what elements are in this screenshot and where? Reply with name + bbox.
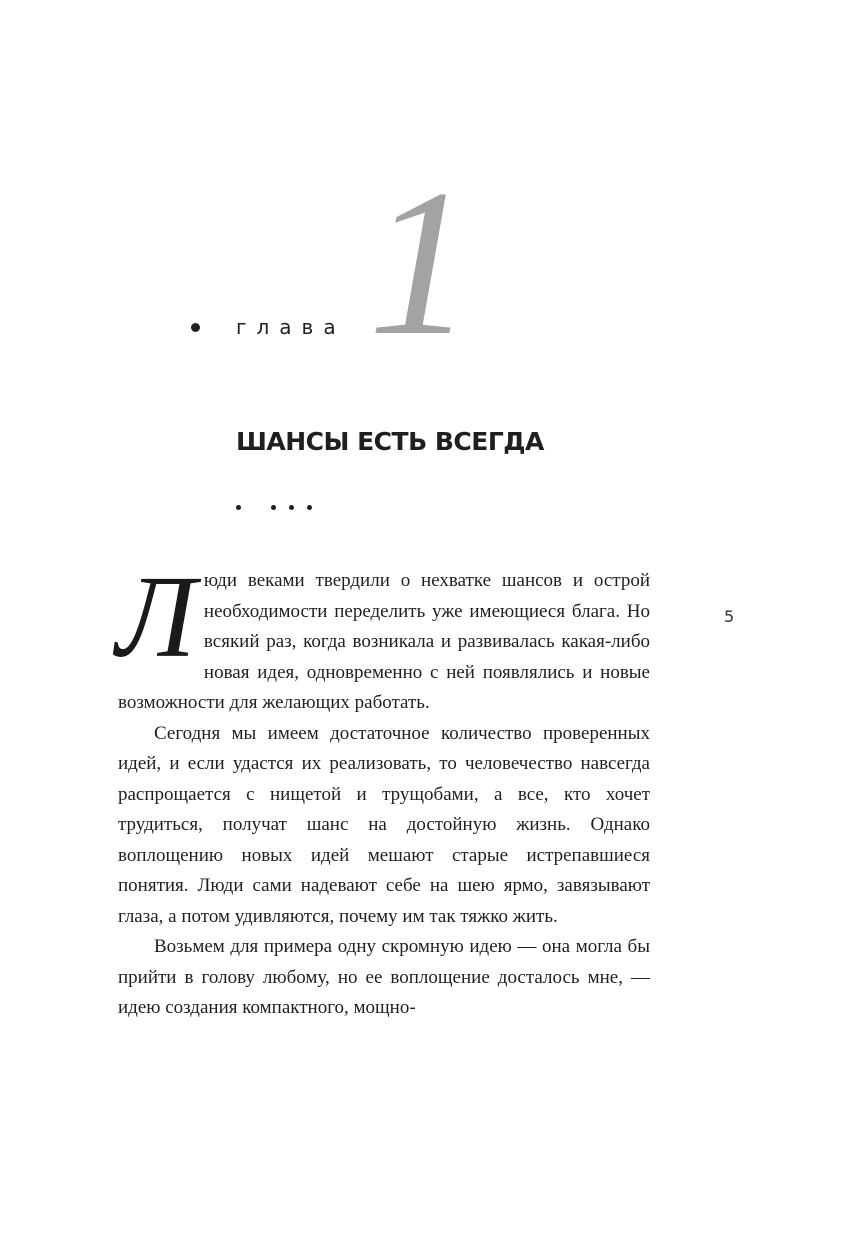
- paragraph-1: [116, 551, 650, 719]
- chapter-number: 1: [368, 147, 473, 379]
- paragraph-3: Возьмем для примера одну скромную идею — она могла бы прийти в голову любому, но ее воплощение досталось мне, — идею создания компактного, мощно-: [118, 936, 650, 1018]
- ornament-dot: [271, 505, 276, 510]
- page-number: 5: [724, 607, 735, 626]
- paragraph-2: Сегодня мы имеем достаточное количество проверенных идей, и если удастся их реализовать, то человечество навсегда распрощается с нищетой и трущобами, а все, кто хочет трудиться, получат шанс на достойную жизнь. Однако воплощению новых идей мешают старые истрепавшиеся понятия. Люди сами надевают себе на шею ярмо, завязывают глаза, а потом удивляются, почему им так тяжко жить.: [118, 722, 650, 927]
- ornament-dot: [289, 505, 294, 510]
- chapter-title: ШАНСЫ ЕСТЬ ВСЕГДА: [236, 427, 544, 456]
- chapter-bullet: [191, 323, 200, 332]
- paragraph-1-text: юди веками твердили о нехватке шансов и острой необходимости переделить уже имеющиеся блага. Но всякий раз, когда возникала и развивалась какая-либо новая идея, одновременно с ней появлялись и новые возможности для желающих работать.: [118, 570, 650, 713]
- chapter-label: глава: [236, 315, 346, 339]
- body-text: [116, 551, 650, 1024]
- drop-cap: Л: [116, 551, 196, 682]
- ornament-dot: [236, 505, 241, 510]
- ornament-dot: [307, 505, 312, 510]
